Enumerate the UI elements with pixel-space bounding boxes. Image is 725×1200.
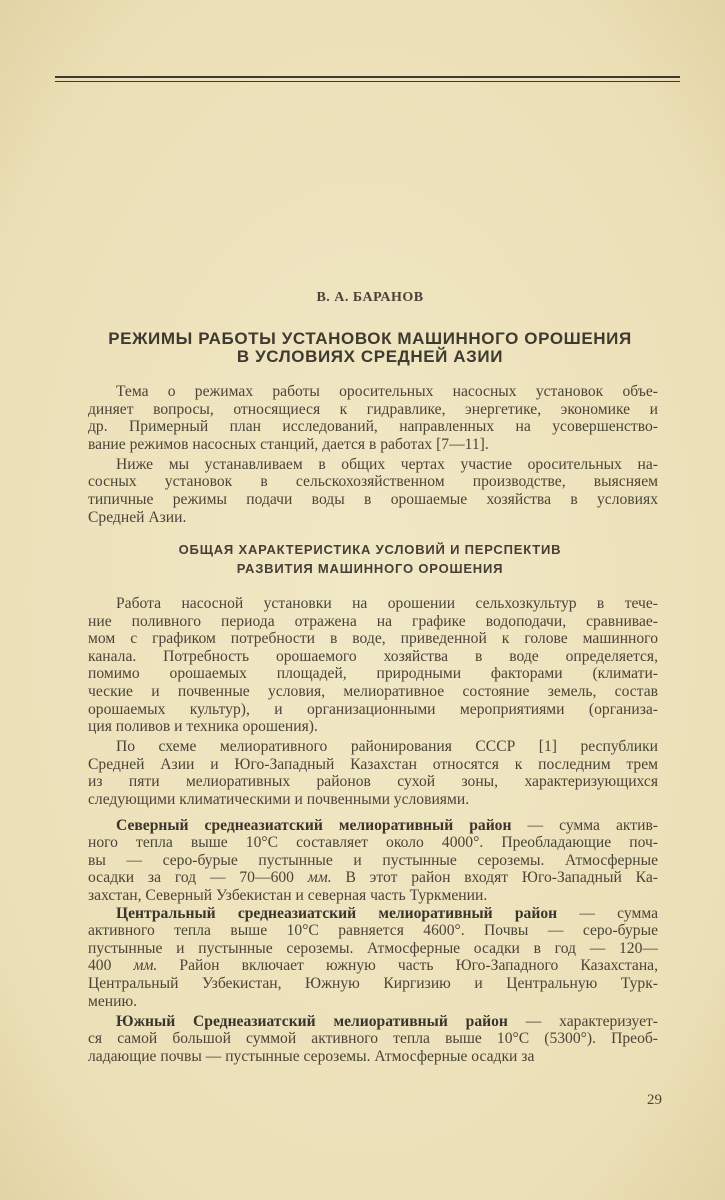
line-text: 400 bbox=[88, 957, 134, 975]
text-line bbox=[88, 940, 658, 958]
line-text: В этот район входят Юго-Западный Ка- bbox=[331, 869, 658, 887]
line-text: захстан, Северный Узбекистан и северная часть Туркмении. bbox=[88, 887, 488, 904]
paragraph bbox=[88, 817, 658, 905]
line-text: Тема о режимах работы оросительных насосных установок объе- bbox=[116, 383, 658, 400]
text-line bbox=[88, 975, 658, 993]
line-text: Работа насосной установки на орошении сельхозкультур в тече- bbox=[116, 595, 658, 612]
paragraph bbox=[88, 383, 658, 453]
line-text: из пяти мелиоративных районов сухой зоны, характеризующихся bbox=[88, 773, 658, 791]
text-line bbox=[88, 957, 658, 975]
text-line bbox=[88, 473, 658, 491]
line-text: вы — серо-бурые пустынные и пустынные сероземы. Атмосферные bbox=[88, 851, 658, 869]
header-rule-thin bbox=[55, 81, 680, 82]
line-text: ние поливного периода отражена на графике водоподачи, сравнивае- bbox=[88, 612, 658, 630]
header-rule-thick bbox=[55, 76, 680, 78]
text-line bbox=[88, 922, 658, 940]
line-text: Центральный Узбекистан, Южную Киргизию и Центральную Турк- bbox=[88, 974, 658, 992]
text-line bbox=[88, 401, 658, 419]
line-text: помимо орошаемых площадей, природными факторами (климати- bbox=[88, 665, 658, 683]
paragraph bbox=[88, 456, 658, 526]
paragraph bbox=[88, 595, 658, 736]
line-text: активного тепла выше 10°С равняется 4600°. Почвы — серо-бурые bbox=[88, 922, 658, 940]
section-body-text bbox=[88, 595, 658, 1065]
text-line bbox=[88, 383, 658, 401]
text-line bbox=[88, 1013, 658, 1031]
text-line bbox=[88, 683, 658, 701]
text-line bbox=[88, 869, 658, 887]
text-line bbox=[88, 701, 658, 719]
line-text: Средней Азии и Юго-Западный Казахстан относятся к последним трем bbox=[88, 755, 658, 773]
text-line bbox=[88, 456, 658, 474]
article-author: В. А. БАРАНОВ bbox=[316, 290, 424, 305]
run-in-heading: Южный Среднеазиатский мелиоративный район bbox=[116, 1012, 508, 1030]
text-line bbox=[88, 1048, 658, 1066]
text-line bbox=[88, 1030, 658, 1048]
paragraph bbox=[88, 905, 658, 1011]
paragraph bbox=[88, 1013, 658, 1066]
line-text: сосных установок в сельскохозяйственном производстве, выясняем bbox=[88, 473, 658, 491]
text-line bbox=[88, 756, 658, 774]
line-text: пустынные и пустынные сероземы. Атмосферные осадки в год — 120— bbox=[88, 939, 658, 957]
line-text: ческие и почвенные условия, мелиоративное состояние земель, состав bbox=[88, 682, 658, 700]
line-text: По схеме мелиоративного районирования СССР [1] республики bbox=[116, 738, 658, 756]
article-title bbox=[0, 330, 725, 366]
line-text: ладающие почвы — пустынные сероземы. Атмосферные осадки за bbox=[88, 1047, 535, 1065]
text-line bbox=[88, 613, 658, 631]
text-line bbox=[88, 418, 658, 436]
line-text: Ниже мы устанавливаем в общих чертах участие оросительных на- bbox=[116, 455, 658, 473]
page-number: 29 bbox=[647, 1092, 662, 1108]
run-in-heading: Северный среднеазиатский мелиоративный район bbox=[116, 816, 512, 834]
text-line bbox=[88, 491, 658, 509]
line-text: диняет вопросы, относящиеся к гидравлике, энергетике, экономике и bbox=[88, 400, 658, 418]
text-line bbox=[88, 509, 658, 527]
text-line bbox=[88, 905, 658, 923]
text-line bbox=[88, 595, 658, 613]
run-in-heading: Центральный среднеазиатский мелиоративный район bbox=[116, 904, 558, 922]
text-line bbox=[88, 436, 658, 454]
line-text: осадки за год — 70—600 bbox=[88, 869, 308, 887]
line-text: следующими климатическими и почвенными условиями. bbox=[88, 791, 470, 809]
line-text: Район включает южную часть Юго-Западного Казахстана, bbox=[157, 957, 658, 975]
section-heading-line: РАЗВИТИЯ МАШИННОГО ОРОШЕНИЯ bbox=[236, 560, 504, 576]
line-text: — сумма bbox=[557, 904, 658, 922]
line-text: мом с графиком потребности в воде, приведенной к голове машинного bbox=[88, 630, 658, 648]
line-text: мению. bbox=[88, 992, 138, 1010]
line-text: Средней Азии. bbox=[88, 508, 187, 526]
text-line bbox=[88, 648, 658, 666]
line-text: вание режимов насосных станций, дается в работах [7—11]. bbox=[88, 435, 489, 453]
text-line bbox=[88, 817, 658, 835]
section-heading-line: ОБЩАЯ ХАРАКТЕРИСТИКА УСЛОВИЙ И ПЕРСПЕКТИВ bbox=[178, 542, 562, 557]
article-title-line: В УСЛОВИЯХ СРЕДНЕЙ АЗИИ bbox=[236, 347, 504, 366]
text-line bbox=[88, 791, 658, 809]
line-text: др. Примерный план исследований, направленных на усовершенство- bbox=[88, 418, 658, 436]
unit-text: мм. bbox=[133, 957, 158, 975]
text-line bbox=[88, 773, 658, 791]
text-line bbox=[88, 738, 658, 756]
line-text: — характеризует- bbox=[507, 1012, 658, 1030]
text-line bbox=[88, 993, 658, 1011]
line-text: орошаемых культур), и организационными мероприятиями (организа- bbox=[88, 700, 658, 718]
unit-text: мм. bbox=[307, 869, 332, 887]
article-title-line: РЕЖИМЫ РАБОТЫ УСТАНОВОК МАШИННОГО ОРОШЕНИЯ bbox=[108, 329, 632, 348]
text-line bbox=[88, 887, 658, 905]
line-text: типичные режимы подачи воды в орошаемые хозяйства в условиях bbox=[88, 491, 658, 509]
line-text: ного тепла выше 10°С составляет около 4000°. Преобладающие поч- bbox=[88, 834, 658, 852]
text-line bbox=[88, 718, 658, 736]
text-line bbox=[88, 834, 658, 852]
intro-text bbox=[88, 383, 658, 526]
line-text: канала. Потребность орошаемого хозяйства в воде определяется, bbox=[88, 647, 658, 665]
line-text: ция поливов и техника орошения). bbox=[88, 718, 318, 736]
line-text: — сумма актив- bbox=[511, 816, 658, 834]
section-heading bbox=[0, 541, 725, 578]
text-line bbox=[88, 852, 658, 870]
text-line bbox=[88, 630, 658, 648]
line-text: ся самой большой суммой активного тепла выше 10°С (5300°). Преоб- bbox=[88, 1030, 658, 1048]
paragraph bbox=[88, 738, 658, 808]
text-line bbox=[88, 665, 658, 683]
